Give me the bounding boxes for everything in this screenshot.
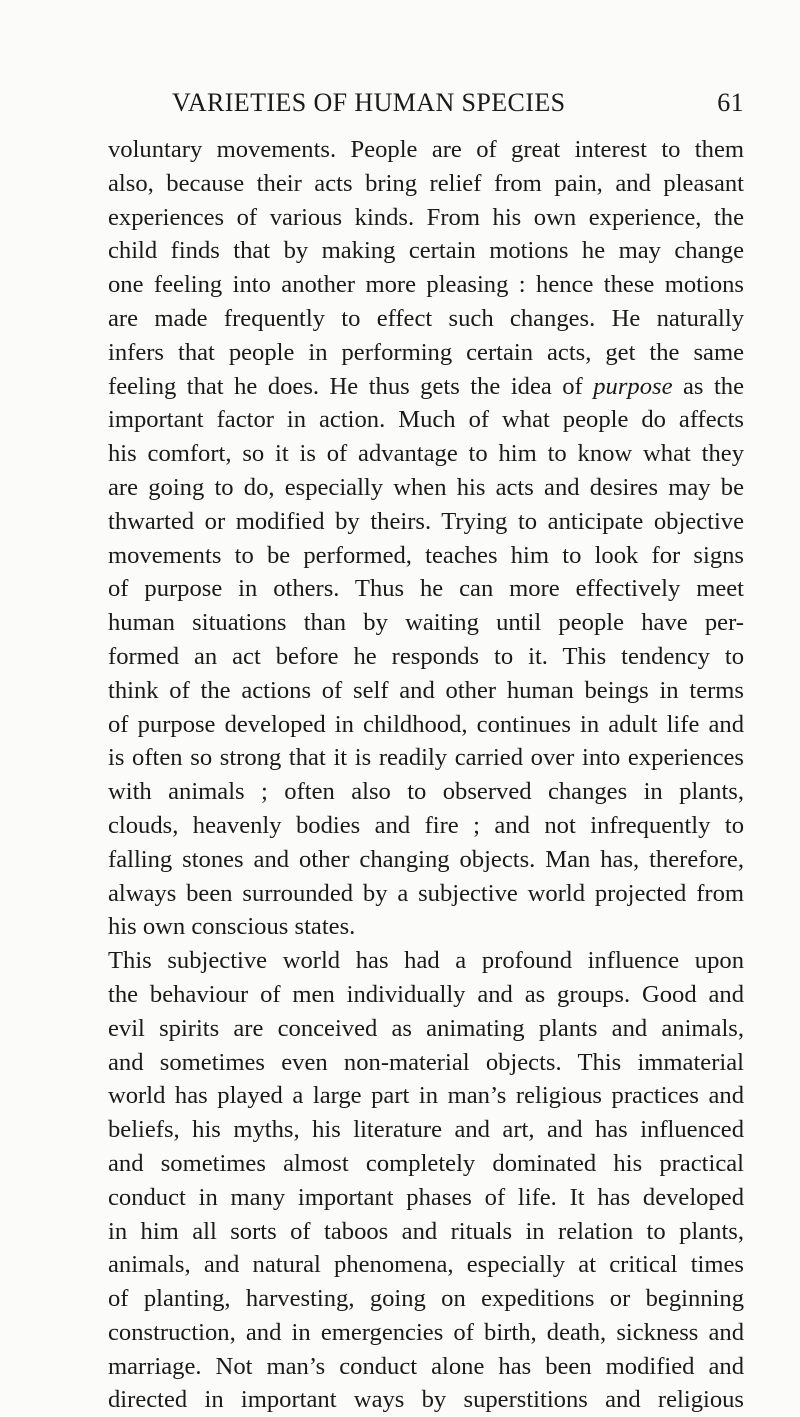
text-line: are going to do, especially when his acts and desires may be xyxy=(108,473,744,501)
text-line: formed an act before he responds to it. This tendency to xyxy=(108,642,744,670)
text-line: child finds that by making certain motions he may change xyxy=(108,237,744,265)
text-line: infers that people in performing certain acts, get the same xyxy=(108,338,744,366)
text-line: important factor in action. Much of what people do affects xyxy=(108,406,744,434)
text-line: marriage. Not man’s conduct alone has been modified and xyxy=(108,1352,744,1380)
paragraph-1 xyxy=(108,133,744,944)
running-head xyxy=(108,86,744,120)
text-line: one feeling into another more pleasing : hence these motions xyxy=(108,271,744,299)
page-number: 61 xyxy=(717,88,744,117)
text-line: experiences of various kinds. From his own experience, the xyxy=(108,203,744,231)
text-line: and sometimes almost completely dominated his practical xyxy=(108,1149,744,1177)
text-line: clouds, heavenly bodies and fire ; and not infrequently to xyxy=(108,811,744,839)
text-segment: feeling that he does. He thus gets the idea of xyxy=(108,372,594,400)
text-line: This subjective world has had a profound influence upon xyxy=(108,947,744,975)
text-line: voluntary movements. People are of great interest to them xyxy=(108,136,744,163)
text-segment: as the xyxy=(672,372,744,400)
text-line: is often so strong that it is readily carried over into experiences xyxy=(108,744,744,772)
text-line: movements to be performed, teaches him to look for signs xyxy=(108,541,744,569)
text-line: the behaviour of men individually and as groups. Good and xyxy=(108,980,744,1008)
emphasized-word: purpose xyxy=(593,372,673,400)
chapter-title: VARIETIES OF HUMAN SPECIES xyxy=(172,88,566,117)
text-line: human situations than by waiting until people have per- xyxy=(108,609,744,637)
text-line: beliefs, his myths, his literature and art, and has influenced xyxy=(108,1116,744,1144)
text-line: thwarted or modified by theirs. Trying to anticipate objective xyxy=(108,507,744,535)
text-line: in him all sorts of taboos and rituals in relation to plants, xyxy=(108,1217,744,1245)
text-line: evil spirits are conceived as animating plants and animals, xyxy=(108,1014,744,1042)
text-line: with animals ; often also to observed changes in plants, xyxy=(108,778,744,806)
text-line: construction, and in emergencies of birth, death, sickness and xyxy=(108,1318,744,1346)
paragraph-2 xyxy=(108,944,744,1417)
text-line: his own conscious states. xyxy=(108,913,356,941)
text-line-with-emphasis xyxy=(108,370,744,404)
text-line: his comfort, so it is of advantage to him to know what they xyxy=(108,440,744,468)
text-line: of planting, harvesting, going on expeditions or beginning xyxy=(108,1285,744,1313)
text-line: world has played a large part in man’s religious practices and xyxy=(108,1082,744,1110)
text-line: think of the actions of self and other human beings in terms xyxy=(108,676,744,704)
text-line: always been surrounded by a subjective world projected from xyxy=(108,879,744,907)
text-line: directed in important ways by superstitions and religious xyxy=(108,1386,744,1414)
text-line: animals, and natural phenomena, especially at critical times xyxy=(108,1251,744,1279)
text-line: of purpose in others. Thus he can more effectively meet xyxy=(108,575,744,603)
text-line: also, because their acts bring relief from pain, and pleasant xyxy=(108,169,744,197)
text-line: of purpose developed in childhood, continues in adult life and xyxy=(108,710,744,738)
text-line: and sometimes even non-material objects. This immaterial xyxy=(108,1048,744,1076)
body-text xyxy=(108,133,744,1417)
text-line: are made frequently to effect such changes. He naturally xyxy=(108,304,744,332)
text-line: falling stones and other changing objects. Man has, therefore, xyxy=(108,845,744,873)
text-line: conduct in many important phases of life. It has developed xyxy=(108,1183,744,1211)
